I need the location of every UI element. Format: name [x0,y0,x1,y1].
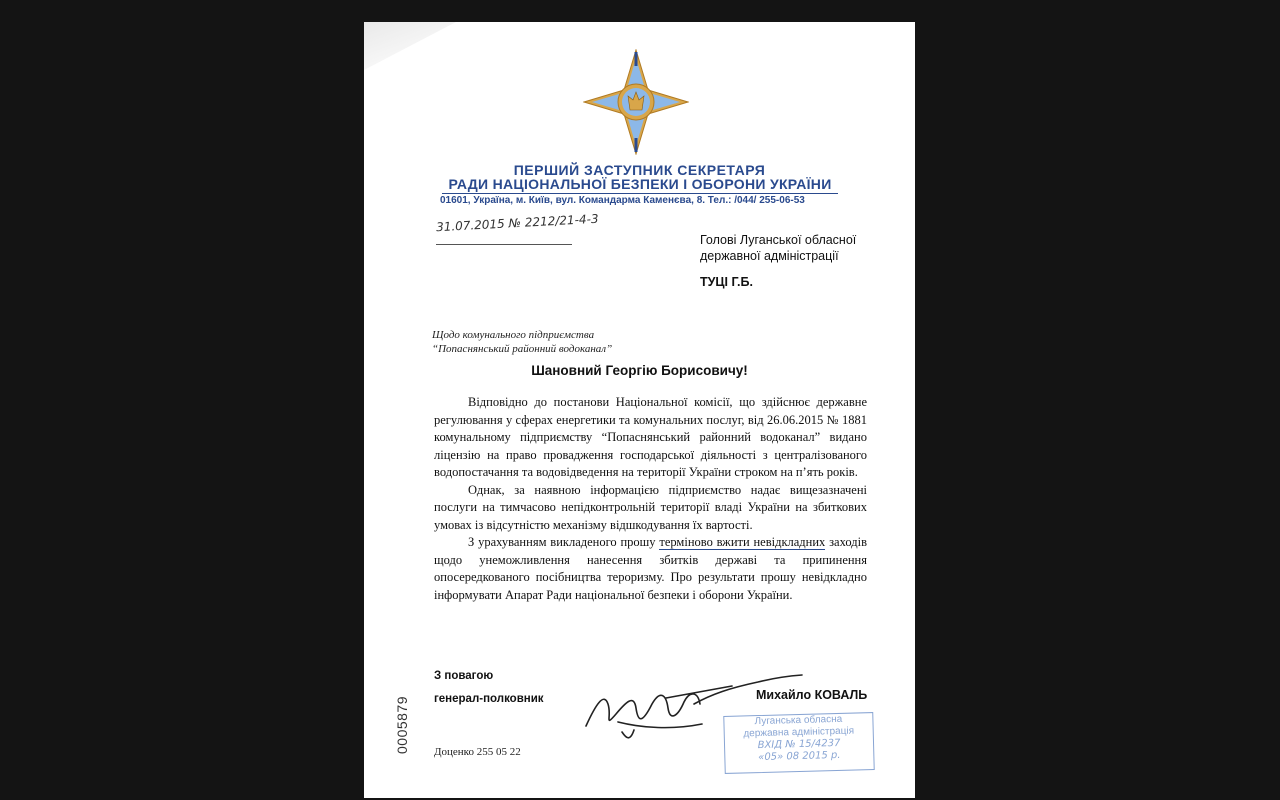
closing-rank: генерал-полковник [434,693,544,705]
letterhead-title: ПЕРШИЙ ЗАСТУПНИК СЕКРЕТАРЯ [513,162,766,178]
executor-contact: Доценко 255 05 22 [434,746,521,758]
vertical-document-number: 0005879 [394,695,410,754]
body-paragraph-3-pre: З урахуванням викладеного прошу [468,535,660,549]
addressee-line1: Голові Луганської обласної [700,233,857,247]
body-paragraph-3 [434,534,867,604]
subject-line2: “Попаснянський районний водоканал” [432,343,613,355]
body-paragraph-2 [434,482,867,535]
registration-date-number: 31.07.2015 № 2212/21-4-3 [435,211,599,235]
subject-line1: Щодо комунального підприємства [432,329,595,341]
nsdc-emblem-logo [583,49,689,155]
addressee-line2: державної адміністрації [700,249,839,263]
body-paragraph-1: Відповідно до постанови Національної комісії, що здійснює державне регулювання у сферах енергетики та комунальних послуг, від 26.06.2015 № 1881 комунальному підприємству “Попаснянський районний водоканал” видано ліцензію на право провадження господарської діяльності з централізованого водопостачання та водовідведення на території України строком на п’ять років. [434,395,867,479]
page-fold [364,22,456,70]
stamp-line2: державна адміністрація [743,725,855,740]
letter-body [434,394,867,604]
signer-name: Михайло КОВАЛЬ [756,688,868,702]
body-paragraph-3-post: заходів щодо унеможливлення нанесення збитків державі та припинення опосередкованого посібництва тероризму. Про результати прошу невідкладно інформувати Апарат Ради національної безпеки і оборони України. [434,535,867,602]
incoming-registration-stamp [723,712,874,774]
letterhead-subtitle: РАДИ НАЦІОНАЛЬНОЇ БЕЗПЕКИ І ОБОРОНИ УКРАЇНИ [442,176,838,194]
greeting: Шановний Георгію Борисовичу! [531,363,748,378]
stamp-line1: Луганська обласна [754,713,843,728]
stamp-line3: ВХІД № 15/4237 [757,737,841,752]
closing-regards: З повагою [434,670,494,682]
addressee-block [700,232,856,290]
addressee-name: ТУЦІ Г.Б. [700,275,753,289]
letter-page [364,22,915,798]
subject-block [432,328,612,356]
letterhead-address: 01601, Україна, м. Київ, вул. Командарма Каменєва, 8. Тел.: /044/ 255-06-53 [440,195,805,206]
body-paragraph-2-text: Однак, за наявною інформацією підприємство надає вищезазначені послуги на тимчасово непідконтрольній території владі України на збиткових умовах із відсутністю механізму відшкодування їх вартості. [434,482,867,532]
stamp-line4: «05» 08 2015 р. [758,749,841,764]
body-paragraph-3-underlined: терміново вжити невідкладних [659,535,826,549]
registration-underline [436,244,572,245]
